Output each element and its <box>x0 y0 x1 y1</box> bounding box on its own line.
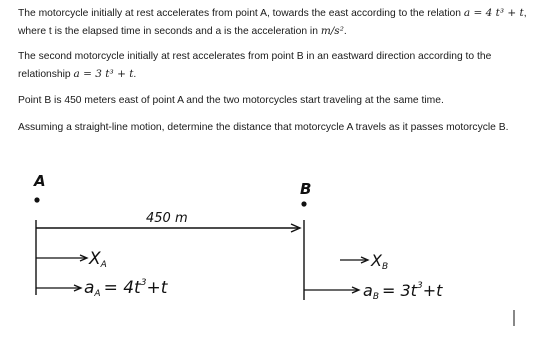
xb-label: XB <box>371 251 389 272</box>
motion-diagram-svg <box>0 160 536 333</box>
paragraph-motorcycle-a <box>18 5 528 40</box>
paragraph-distance <box>18 93 528 110</box>
equation-a-accel: a = 4 t³ + t <box>463 7 524 19</box>
xa-label: XA <box>89 249 107 270</box>
p3-text: Point B is 450 meters east of point A and the two motorcycles start traveling at the same time. <box>18 95 444 106</box>
p1-mid: , where t is the elapsed time in seconds and a is the acceleration in <box>18 8 527 37</box>
ab-equation: aB = $3t^3+t$ <box>363 281 443 302</box>
point-a-label: A <box>34 172 46 190</box>
point-b-label: B <box>300 180 312 198</box>
p2-end: . <box>133 68 137 80</box>
p1-end: . <box>343 25 347 37</box>
distance-label: 450 m <box>146 211 188 226</box>
units-accel: m/s² <box>320 24 344 37</box>
p4-text: Assuming a straight-line motion, determine the distance that motorcycle A travels as it passes motorcycle B. <box>18 122 509 133</box>
paragraph-question <box>18 120 528 137</box>
equation-b-accel: a = 3 t³ + t <box>73 67 134 80</box>
p1-text: The motorcycle initially at rest accelerates from point A, towards the east according to the relation <box>18 8 461 19</box>
aa-equation: aA = $4t^3+t$ <box>84 278 168 299</box>
point-b-dot <box>301 201 306 206</box>
motion-diagram <box>0 160 536 333</box>
point-a-dot <box>34 197 39 202</box>
paragraph-motorcycle-b <box>18 49 528 83</box>
p2-text: The second motorcycle initially at rest accelerates from point B in an eastward direction according to the relationship <box>18 51 492 80</box>
